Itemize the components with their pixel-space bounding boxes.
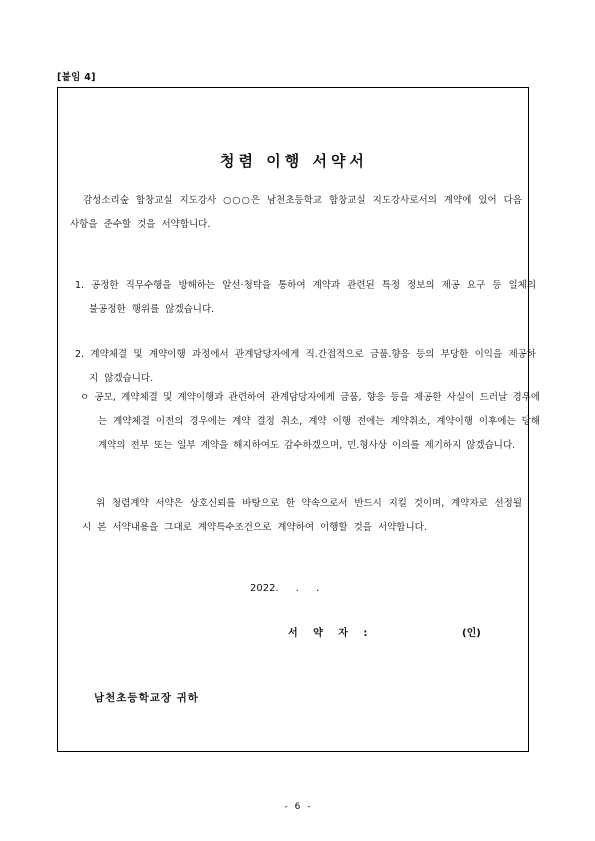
pledge-date: 2022. . . xyxy=(250,583,320,594)
pledge-item-1: 1. 공정한 직무수행을 방해하는 알선·청탁을 통하여 계약과 관련된 특정 정보의 제공 요구 등 일체의 불공정한 행위를 않겠습니다. xyxy=(75,280,536,315)
intro-paragraph: 감성소리숲 합창교실 지도강사 ○○○은 남천초등학교 합창교실 지도강사로서의 계약에 있어 다음 사항을 준수할 것을 서약합니다. xyxy=(70,195,522,230)
closing-paragraph: 위 청렴계약 서약은 상호신뢰를 바탕으로 한 약속으로서 반드시 지킬 것이며, 계약자로 선정될 시 본 서약내용을 그대로 계약특수조건으로 계약하여 이행할 것을 서약합니다. xyxy=(82,498,522,533)
pledge-item-2: 2. 계약체결 및 계약이행 과정에서 관계담당자에게 직.간접적으로 금품.향응 등의 부당한 이익을 제공하지 않겠습니다. xyxy=(75,349,536,384)
seal-placeholder: (인) xyxy=(462,628,481,639)
attachment-label: [붙임 4] xyxy=(57,72,96,83)
addressee: 남천초등학교장 귀하 xyxy=(94,692,199,704)
page-number: - 6 - xyxy=(284,802,311,812)
pledge-form-frame xyxy=(57,87,540,752)
document-title: 청렴 이행 서약서 xyxy=(220,152,368,170)
pledge-sub-item: ㅇ 공모, 계약체결 및 계약이행과 관련하여 관계담당자에게 금품, 향응 등을 제공한 사실이 드러날 경우에는 계약체결 이전의 경우에는 계약 결정 취소, 계약 이행 전에는 계약취소, 계약이행 이후에는 당해 계약의 전부 또는 일부 계약을 해지하여도 감수하겠으며, 민.형사상 이의를 제기하지 않겠습니다. xyxy=(80,392,540,451)
pledger-label: 서 약 자 : xyxy=(288,628,374,639)
